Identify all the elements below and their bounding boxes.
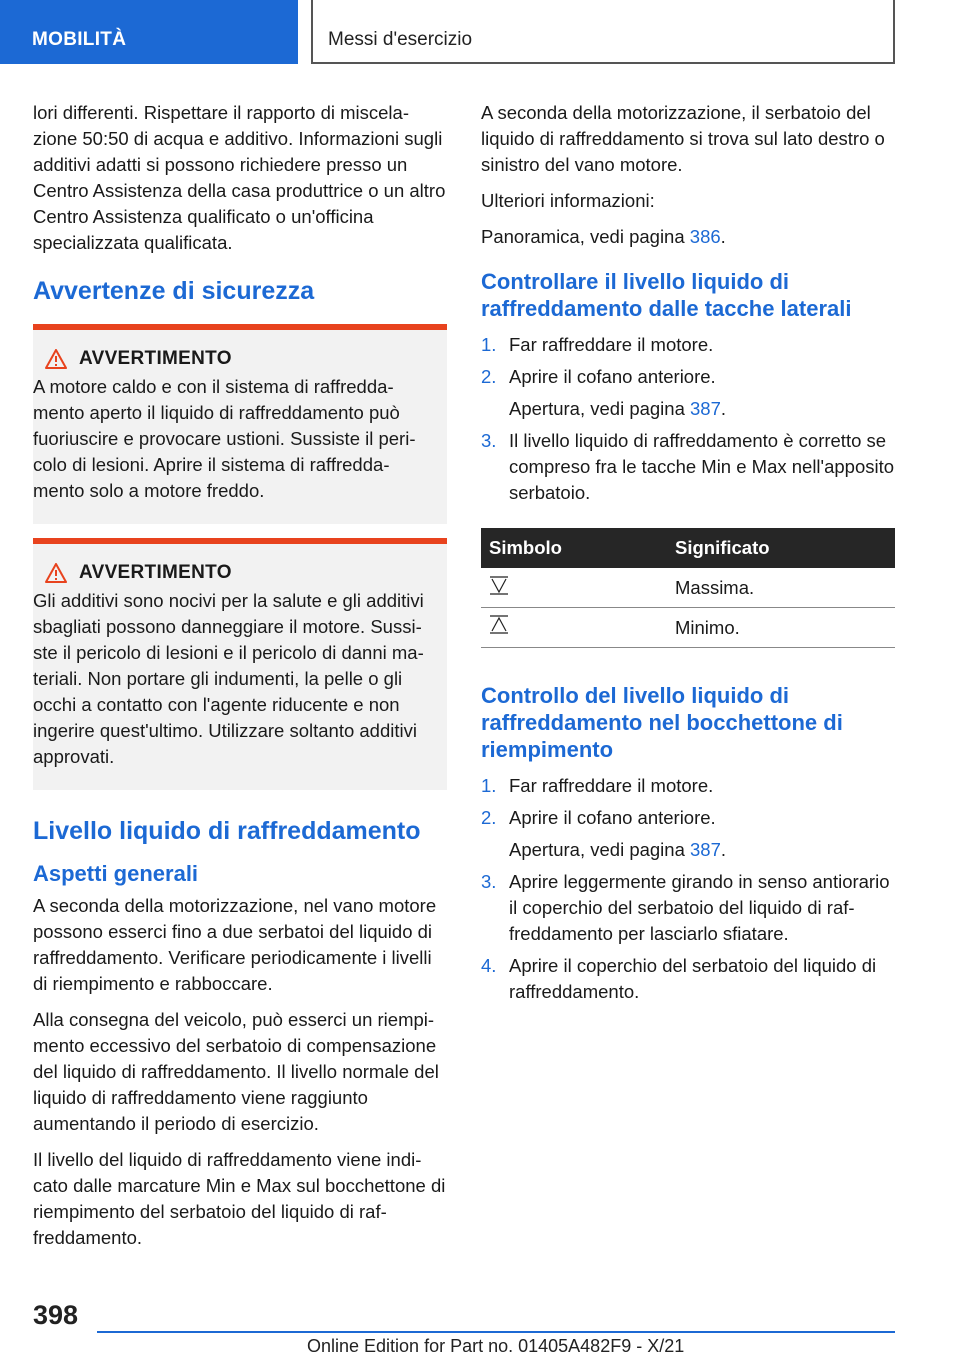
text: Panoramica, vedi pagina (481, 226, 690, 247)
paragraph: Alla consegna del veicolo, può esserci un riempimento eccessivo del serbatoio di compensazione del liquido di raffreddamento. Il livello normale del liquido di raffreddamento viene raggiunto aumentando il periodo di esercizio. (33, 1009, 439, 1134)
text: Apertura, vedi pagina (509, 398, 691, 419)
list-item (481, 805, 895, 863)
warning-title: AVVERTIMENTO (79, 348, 232, 369)
step-number: 2. (481, 366, 497, 387)
step-text: Far raffreddare il motore. (509, 334, 714, 355)
page-link-387[interactable]: 387 (690, 398, 721, 419)
min-mark-icon (489, 615, 509, 635)
page-link-386[interactable]: 386 (689, 226, 721, 247)
page-link-387[interactable]: 387 (690, 839, 721, 860)
table-row (481, 568, 895, 608)
step-number: 1. (481, 775, 497, 796)
meaning-cell: Massima. (667, 568, 895, 608)
meaning-cell: Minimo. (667, 608, 895, 648)
section-title: Messi d'esercizio (311, 0, 895, 64)
heading-check-side-marks: Controllare il livello liquido di raffreddamento dalle tacche laterali (481, 269, 852, 321)
step-number: 3. (481, 430, 497, 451)
warning-text: Gli additivi sono nocivi per la salute e gli additivi sbagliati possono danneggiare il motore. Sussiste il pericolo di lesioni e il pericolo di danni materiali. Non portare gli indumenti, la pelle o gli occhi a contatto con l'agente riducente e non ingerire quest'ultimo. Utilizzare soltanto additivi approvati. (33, 590, 424, 767)
table-header: Significato (667, 528, 895, 568)
footer-edition: Online Edition for Part no. 01405A482F9 - X/21 (307, 1336, 685, 1356)
warning-title: AVVERTIMENTO (79, 562, 232, 583)
text: Apertura, vedi pagina (509, 839, 691, 860)
footer-divider (97, 1331, 895, 1333)
heading-coolant-level: Livello liquido di raffreddamento (33, 817, 421, 845)
step-text: Aprire il cofano anteriore. (509, 807, 716, 828)
page-number: 398 (33, 1300, 79, 1330)
warning-triangle-icon (45, 563, 67, 583)
symbol-cell (481, 608, 667, 648)
step-number: 1. (481, 334, 497, 355)
symbol-cell (481, 568, 667, 608)
step-text: Aprire leggermente girando in senso antiorario il coperchio del serbatoio del liquido di raffreddamento per lasciarlo sfiatare. (509, 871, 890, 944)
right-column (481, 100, 895, 1011)
warning-text: A motore caldo e con il sistema di raffreddamento aperto il liquido di raffreddamento può fuoriuscire e provocare ustioni. Sussiste il pericolo di lesioni. Aprire il sistema di raffreddamento solo a motore freddo. (33, 376, 416, 501)
text: . (720, 398, 727, 419)
steps-list-1 (481, 332, 895, 506)
list-item (481, 773, 895, 799)
table-row (481, 608, 895, 648)
paragraph: A seconda della motorizzazione, nel vano motore possono esserci fino a due serbatoi del liquido di raffreddamento. Verificare periodicamente i livelli di riempimento e rabboccare. (33, 895, 437, 994)
text: . (720, 226, 726, 247)
list-item (481, 953, 895, 1005)
table-header: Simbolo (481, 528, 667, 568)
warning-box-1 (33, 324, 447, 524)
list-item (481, 428, 895, 506)
list-item (481, 364, 895, 422)
step-text: Il livello liquido di raffreddamento è corretto se compreso fra le tacche Min e Max nell'apposito serbatoio. (509, 430, 895, 503)
chapter-tab[interactable]: MOBILITÀ (0, 0, 298, 64)
text: . (720, 839, 727, 860)
step-number: 2. (481, 807, 497, 828)
warning-box-2 (33, 538, 447, 790)
step-text: Far raffreddare il motore. (509, 775, 714, 796)
intro-paragraph: lori differenti. Rispettare il rapporto di miscelazione 50:50 di acqua e additivo. Informazioni sugli additivi adatti si possono richiedere presso un Centro Assistenza della casa produttrice o un altro Centro Assistenza qualificato o un'officina specializzata qualificata. (33, 102, 446, 253)
heading-check-filler-neck: Controllo del livello liquido di raffreddamento nel bocchettone di riempimento (481, 683, 843, 762)
paragraph: A seconda della motorizzazione, il serbatoio del liquido di raffreddamento si trova sul lato destro o sinistro del vano motore. (481, 102, 885, 175)
step-number: 4. (481, 955, 497, 976)
steps-list-2 (481, 773, 895, 1005)
step-text: Aprire il cofano anteriore. (509, 366, 716, 387)
heading-safety: Avvertenze di sicurezza (33, 277, 315, 305)
paragraph: Il livello del liquido di raffreddamento viene indicato dalle marcature Min e Max sul bocchettone di riempimento del serbatoio del liquido di raffreddamento. (33, 1149, 446, 1248)
left-column (33, 100, 447, 1261)
paragraph: Ulteriori informazioni: (481, 190, 655, 211)
list-item (481, 332, 895, 358)
step-subtext (509, 837, 726, 863)
step-subtext (509, 396, 726, 422)
max-mark-icon (489, 575, 509, 595)
symbol-table (481, 528, 895, 648)
list-item (481, 869, 895, 947)
heading-general: Aspetti generali (33, 861, 199, 886)
paragraph (481, 224, 895, 250)
step-number: 3. (481, 871, 497, 892)
step-text: Aprire il coperchio del serbatoio del liquido di raffreddamento. (509, 955, 877, 1002)
warning-triangle-icon (45, 349, 67, 369)
